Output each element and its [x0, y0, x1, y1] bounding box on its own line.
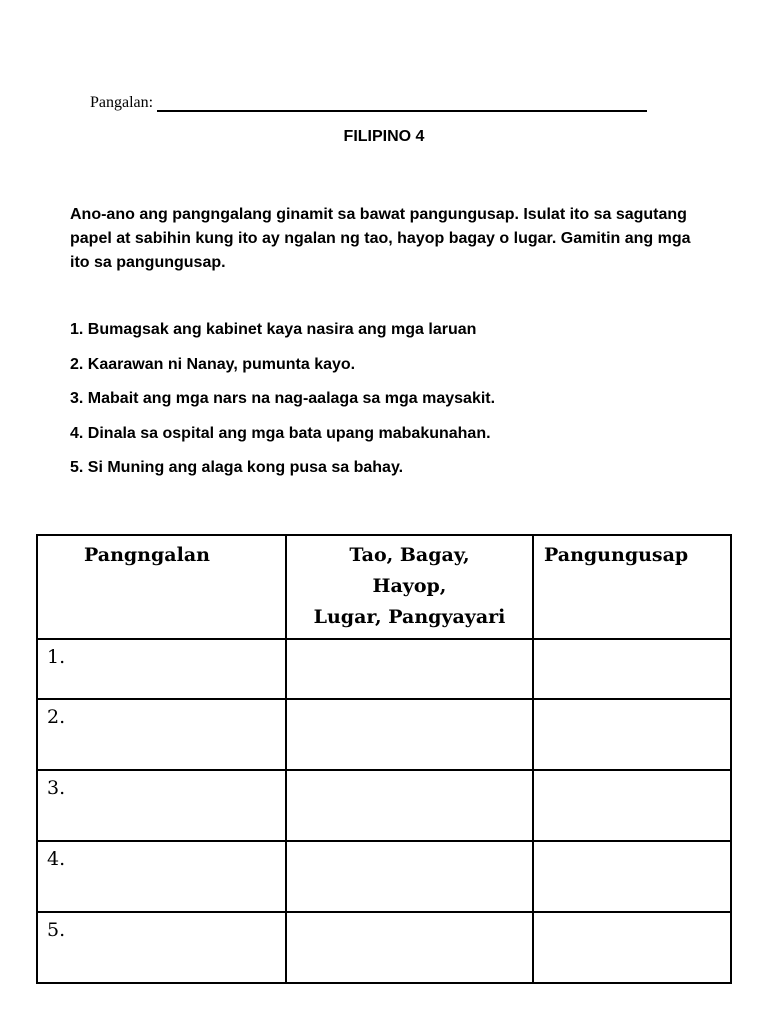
table-row — [37, 699, 731, 770]
table-header-row — [37, 535, 731, 639]
table-row — [37, 841, 731, 912]
header-col2-line1: Tao, Bagay, — [349, 544, 470, 566]
header-pangngalan: Pangngalan — [37, 535, 286, 639]
answer-cell[interactable] — [533, 699, 731, 770]
answer-cell[interactable] — [533, 770, 731, 841]
name-blank-field[interactable] — [157, 94, 647, 112]
list-item: 1. Bumagsak ang kabinet kaya nasira ang mga laruan — [70, 321, 477, 338]
answer-cell[interactable] — [533, 841, 731, 912]
answer-cell[interactable] — [286, 912, 533, 983]
instructions-text: Ano-ano ang pangngalang ginamit sa bawat pangungusap. Isulat ito sa sagutang papel at sabihin kung ito ay ngalan ng tao, hayop bagay o lugar. Gamitin ang mga ito sa pangungusap. — [70, 206, 691, 271]
answer-cell[interactable] — [533, 912, 731, 983]
list-item: 2. Kaarawan ni Nanay, pumunta kayo. — [70, 355, 356, 373]
name-line — [90, 94, 647, 112]
table-row — [37, 639, 731, 699]
answer-cell[interactable] — [533, 639, 731, 699]
page-title: FILIPINO 4 — [343, 128, 425, 145]
table-row — [37, 770, 731, 841]
header-col2-line2: Hayop, — [372, 575, 447, 597]
answer-table — [36, 534, 732, 984]
row-number-cell[interactable]: 3. — [37, 770, 286, 841]
answer-cell[interactable] — [286, 699, 533, 770]
row-number-cell[interactable]: 1. — [37, 639, 286, 699]
table-row — [37, 912, 731, 983]
sentence-list — [70, 319, 495, 492]
answer-cell[interactable] — [286, 770, 533, 841]
list-item: 3. Mabait ang mga nars na nag-aalaga sa mga maysakit. — [70, 390, 496, 407]
row-number-cell[interactable]: 5. — [37, 912, 286, 983]
name-label: Pangalan: — [90, 94, 154, 111]
row-number-cell[interactable]: 4. — [37, 841, 286, 912]
header-col2-line3: Lugar, Pangyayari — [313, 606, 506, 628]
row-number-cell[interactable]: 2. — [37, 699, 286, 770]
list-item: 5. Si Muning ang alaga kong pusa sa bahay. — [70, 459, 404, 476]
header-pangungusap: Pangungusap — [533, 535, 731, 639]
header-tao-bagay-hayop-lugar — [286, 535, 533, 639]
answer-cell[interactable] — [286, 639, 533, 699]
answer-cell[interactable] — [286, 841, 533, 912]
list-item: 4. Dinala sa ospital ang mga bata upang mabakunahan. — [70, 424, 491, 442]
